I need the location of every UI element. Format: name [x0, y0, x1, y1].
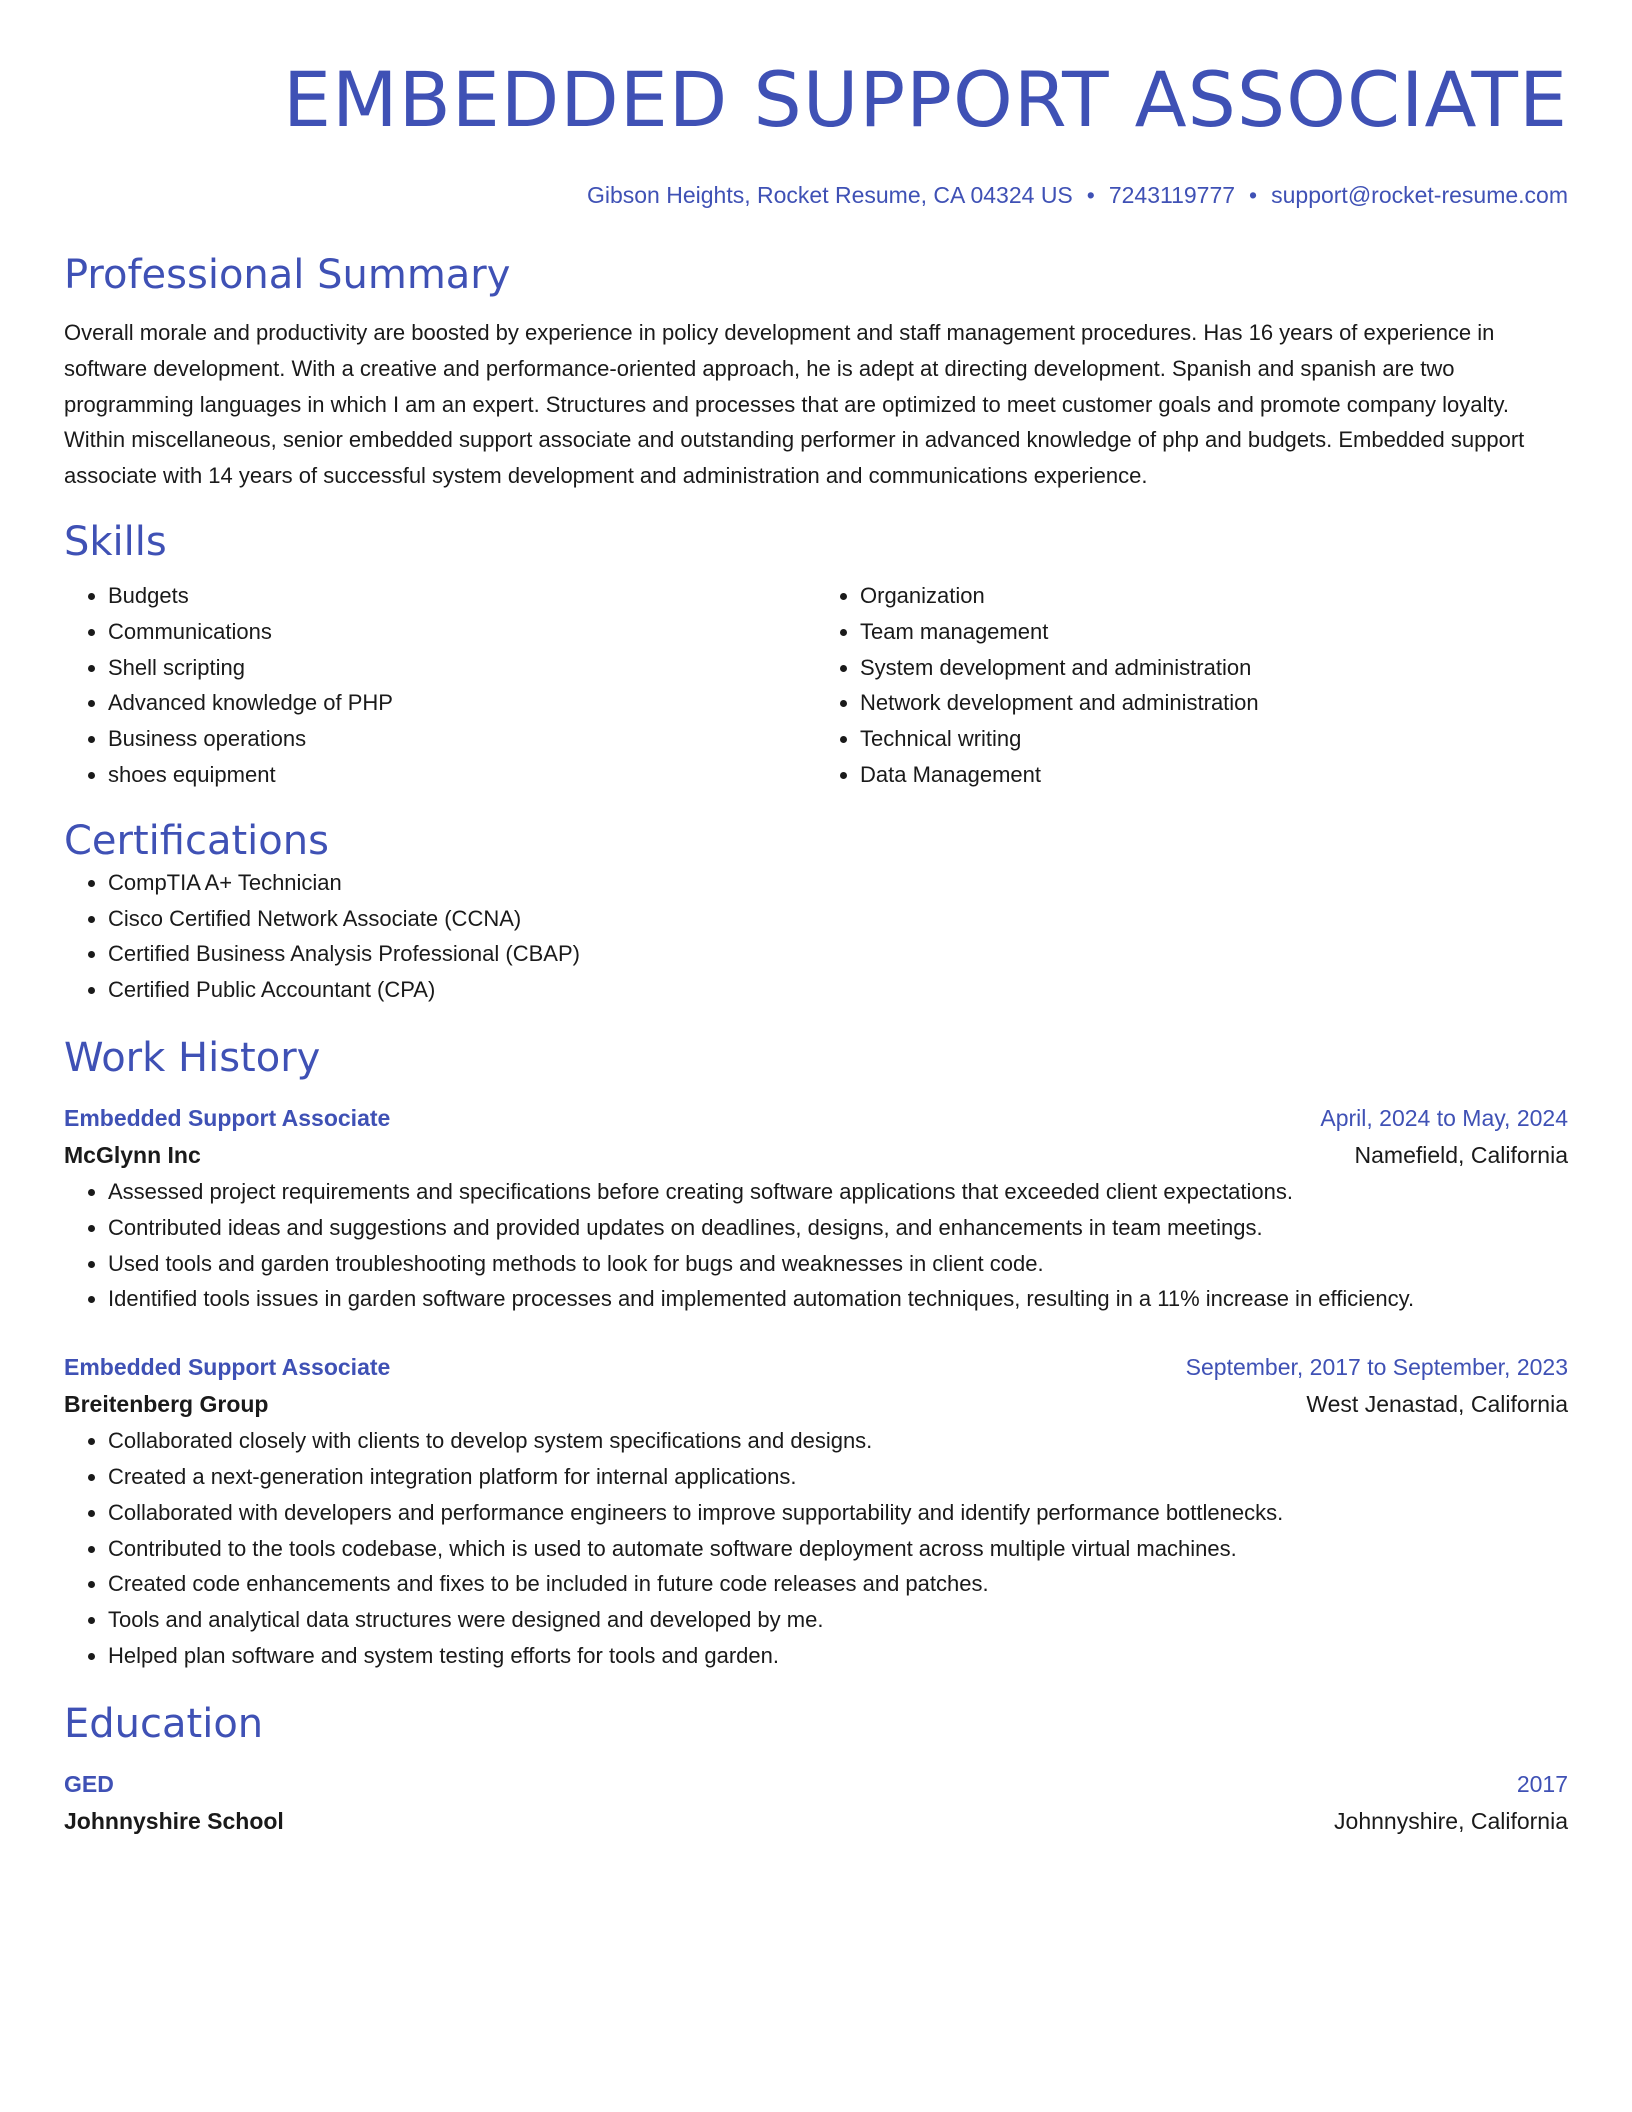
education-degree-row	[64, 1766, 1568, 1802]
job-location: Namefield, California	[1354, 1141, 1568, 1168]
contact-phone: 7243119777	[1108, 182, 1236, 208]
skills-columns	[64, 578, 1568, 793]
job-entry	[64, 1100, 1568, 1317]
skill-item: • Advanced knowledge of PHP	[108, 685, 816, 721]
skill-item: • Network development and administration	[860, 685, 1568, 721]
skill-item: • Communications	[108, 614, 816, 650]
skills-heading: Skills	[64, 518, 167, 565]
summary-heading: Professional Summary	[64, 252, 511, 298]
job-location: West Jenastad, California	[1306, 1391, 1568, 1418]
job-title-row	[64, 1100, 1568, 1136]
skill-item: • Budgets	[108, 578, 816, 614]
skill-item: • shoes equipment	[108, 757, 816, 793]
job-bullet: • Identified tools issues in garden software processes and implemented automation techniques, resulting in a 11% increase in efficiency.	[108, 1281, 1568, 1317]
education-location: Johnnyshire, California	[1334, 1807, 1568, 1834]
education-degree: GED	[64, 1770, 114, 1797]
education-school-row	[64, 1802, 1568, 1840]
job-bullets	[64, 1423, 1568, 1674]
job-title-row	[64, 1349, 1568, 1385]
job-title: Embedded Support Associate	[64, 1104, 391, 1131]
job-company: McGlynn Inc	[64, 1141, 201, 1168]
job-bullet: • Tools and analytical data structures were designed and developed by me.	[108, 1602, 1568, 1638]
contact-separator: •	[1086, 182, 1095, 208]
contact-separator: •	[1249, 182, 1258, 208]
job-company: Breitenberg Group	[64, 1391, 269, 1418]
resume-title: EMBEDDED SUPPORT ASSOCIATE	[282, 55, 1568, 144]
summary-text: Overall morale and productivity are boosted by experience in policy development and staff management procedures. Has 16 years of experience in software development. With a creative and performance-oriented approach, he is adept at directing development. Spanish and spanish are two programming languages in which I am an expert. Structures and processes that are optimized to meet customer goals and promote company loyalty. Within miscellaneous, senior embedded support associate and outstanding performer in advanced knowledge of php and budgets. Embedded support associate with 14 years of successful system development and administration and communications experience.	[64, 320, 1525, 489]
job-bullet: • Used tools and garden troubleshooting methods to look for bugs and weaknesses in client code.	[108, 1246, 1568, 1282]
contact-email: support@rocket-resume.com	[1271, 182, 1568, 208]
education-school: Johnnyshire School	[64, 1807, 284, 1834]
certification-item: • Cisco Certified Network Associate (CCNA)	[108, 901, 1568, 937]
education-year: 2017	[1516, 1770, 1568, 1797]
job-bullet: • Contributed ideas and suggestions and provided updates on deadlines, designs, and enhancements in team meetings.	[108, 1210, 1568, 1246]
education-heading: Education	[64, 1700, 264, 1747]
skill-item: • Data Management	[860, 757, 1568, 793]
certification-item: • Certified Public Accountant (CPA)	[108, 972, 1568, 1008]
job-dates: September, 2017 to September, 2023	[1185, 1354, 1568, 1381]
skill-item: • Team management	[860, 614, 1568, 650]
job-title: Embedded Support Associate	[64, 1354, 391, 1381]
job-dates: April, 2024 to May, 2024	[1320, 1104, 1568, 1131]
job-bullet: • Assessed project requirements and specifications before creating software applications that exceeded client expectations.	[108, 1174, 1568, 1210]
job-bullet: • Collaborated with developers and performance engineers to improve supportability and identify performance bottlenecks.	[108, 1495, 1568, 1531]
education-entry	[64, 1766, 1568, 1840]
certification-item: • CompTIA A+ Technician	[108, 865, 1568, 901]
job-entry	[64, 1349, 1568, 1674]
skill-item: • Business operations	[108, 721, 816, 757]
skill-item: • Organization	[860, 578, 1568, 614]
job-bullet: • Collaborated closely with clients to develop system specifications and designs.	[108, 1423, 1568, 1459]
job-bullet: • Helped plan software and system testing efforts for tools and garden.	[108, 1638, 1568, 1674]
skills-list-left	[64, 578, 816, 793]
contact-line	[64, 182, 1568, 209]
skills-list-right	[816, 578, 1568, 793]
job-bullet: • Created code enhancements and fixes to be included in future code releases and patches.	[108, 1566, 1568, 1602]
contact-address: Gibson Heights, Rocket Resume, CA 04324 US	[586, 182, 1073, 208]
job-bullet: • Created a next-generation integration platform for internal applications.	[108, 1459, 1568, 1495]
job-bullet: • Contributed to the tools codebase, which is used to automate software deployment across multiple virtual machines.	[108, 1531, 1568, 1567]
certifications-heading: Certifications	[64, 817, 329, 864]
job-bullets	[64, 1174, 1568, 1317]
job-company-row	[64, 1385, 1568, 1423]
skill-item: • Shell scripting	[108, 650, 816, 686]
certification-item: • Certified Business Analysis Professional (CBAP)	[108, 936, 1568, 972]
resume-header	[64, 52, 1568, 209]
skill-item: • System development and administration	[860, 650, 1568, 686]
certifications-list	[64, 865, 1568, 1008]
skill-item: • Technical writing	[860, 721, 1568, 757]
work-history-heading: Work History	[64, 1034, 321, 1081]
job-company-row	[64, 1136, 1568, 1174]
